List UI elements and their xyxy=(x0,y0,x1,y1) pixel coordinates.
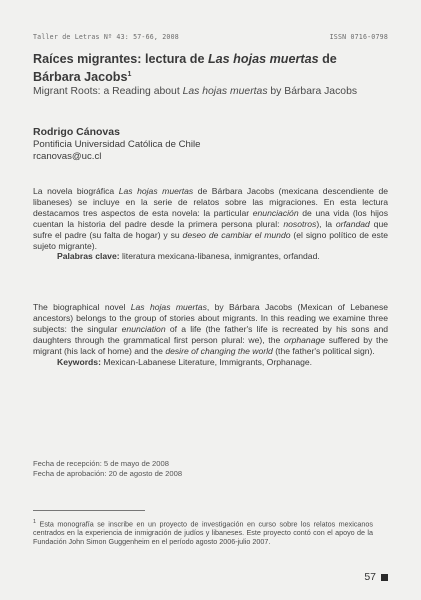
issn: ISSN 0716-0798 xyxy=(329,33,388,41)
title-block xyxy=(33,52,373,99)
abstract-english xyxy=(33,302,388,367)
article-title-english: Migrant Roots: a Reading about Las hojas muertas by Bárbara Jacobs xyxy=(33,86,358,98)
author-affiliation: Pontificia Universidad Católica de Chile xyxy=(33,139,201,150)
author-block xyxy=(33,126,333,163)
keywords-english: Keywords: Mexican-Labanese Literature, Immigrants, Orphanage. xyxy=(57,356,313,367)
journal-citation: Taller de Letras Nº 43: 57-66, 2008 xyxy=(33,33,179,41)
footnote-divider xyxy=(33,510,145,511)
dates-block xyxy=(33,459,182,478)
abstract-english-text: The biographical novel Las hojas muertas, by Bárbara Jacobs (Mexican of Lebanese ancestors) belongs to the group of stories about migrants. In this reading we examine three subjects: the singular enunciation of a life (the father's life is recreated by his sons and daughters through the grammatical first person plural: we), the orphanage suffered by the migrant (his lack of home) and the desire of changing the world (the father's political sign). xyxy=(33,302,389,356)
footnote-text: Esta monografía se inscribe en un proyecto de investigación en curso sobre los relatos mexicanos centrados en la experiencia de inmigración de judíos y libaneses. Este proyecto contó con el apoyo de la Fundación John Simon Guggenheim en el período agosto 2006-julio 2007. xyxy=(33,519,373,547)
page-number-block xyxy=(364,571,388,583)
keywords-label: Keywords: xyxy=(57,356,101,367)
keywords-label: Palabras clave: xyxy=(57,251,120,262)
keywords-spanish: Palabras clave: literatura mexicana-libanesa, inmigrantes, orfandad. xyxy=(57,251,320,262)
author-name: Rodrigo Cánovas xyxy=(33,126,120,138)
abstract-spanish xyxy=(33,186,388,262)
date-received: Fecha de recepción: 5 de mayo de 2008 xyxy=(33,459,169,468)
page-number: 57 xyxy=(364,571,376,583)
article-title: Raíces migrantes: lectura de Las hojas muertas de Bárbara Jacobs$^1$ xyxy=(33,52,337,85)
square-bullet-icon xyxy=(381,574,388,581)
footnote xyxy=(33,518,373,546)
running-head xyxy=(33,33,388,41)
date-approved: Fecha de aprobación: 20 de agosto de 2008 xyxy=(33,468,183,478)
footnote-number: 1 xyxy=(33,519,37,525)
abstract-spanish-text: La novela biográfica Las hojas muertas de Bárbara Jacobs (mexicana descendiente de libaneses) se incluye en la serie de relatos sobre las migraciones. En esta lectura destacamos tres aspectos de esta novela: la particular enunciación de una vida (los hijos cuentan la historia del padre desde la primera persona plural: nosotros), la orfandad que sufre el padre (su falta de hogar) y su deseo de cambiar el mundo (el signo político de este sujeto migrante). xyxy=(33,186,389,251)
footnote-marker: 1 xyxy=(127,71,132,78)
author-email: rcanovas@uc.cl xyxy=(33,151,102,162)
